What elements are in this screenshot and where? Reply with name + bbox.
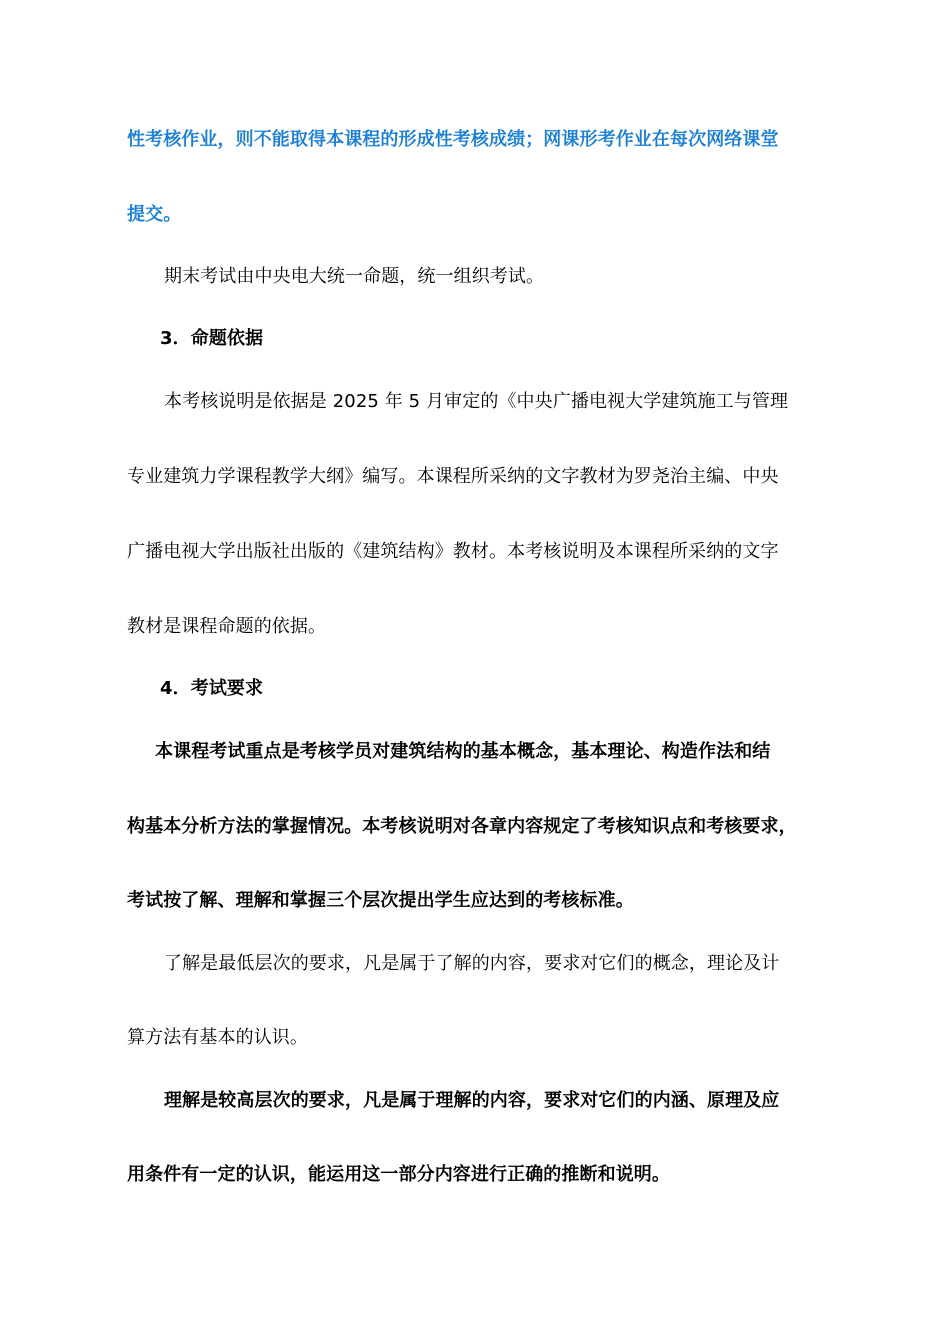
- paragraph-line: 了解是最低层次的要求，凡是属于了解的内容，要求对它们的概念，理论及计: [164, 953, 780, 974]
- paragraph-line: 算方法有基本的认识。: [127, 1027, 308, 1048]
- paragraph-line: 教材是课程命题的依据。: [127, 616, 327, 637]
- paragraph-line: 专业建筑力学课程教学大纲》编写。本课程所采纳的文字教材为罗尧治主编、中央: [127, 466, 779, 487]
- paragraph-line: 期末考试由中央电大统一命题，统一组织考试。: [164, 266, 545, 287]
- paragraph-line: 本考核说明是依据是 2025 年 5 月审定的《中央广播电视大学建筑施工与管理: [164, 391, 789, 412]
- paragraph-line: 考试按了解、理解和掌握三个层次提出学生应达到的考核标准。: [127, 890, 634, 911]
- section-heading: 3．命题依据: [160, 328, 264, 349]
- paragraph-line: 广播电视大学出版社出版的《建筑结构》教材。本考核说明及本课程所采纳的文字: [127, 541, 779, 562]
- paragraph-line: 用条件有一定的认识，能运用这一部分内容进行正确的推断和说明。: [127, 1164, 670, 1185]
- paragraph-line: 构基本分析方法的掌握情况。本考核说明对各章内容规定了考核知识点和考核要求，: [127, 816, 797, 837]
- paragraph-line: 性考核作业，则不能取得本课程的形成性考核成绩；网课形考作业在每次网络课堂: [127, 129, 779, 150]
- section-heading: 4．考试要求: [160, 678, 264, 699]
- paragraph-line: 提交。: [127, 204, 182, 225]
- paragraph-line: 本课程考试重点是考核学员对建筑结构的基本概念，基本理论、构造作法和结: [155, 741, 771, 762]
- paragraph-line: 理解是较高层次的要求，凡是属于理解的内容，要求对它们的内涵、原理及应: [164, 1090, 780, 1111]
